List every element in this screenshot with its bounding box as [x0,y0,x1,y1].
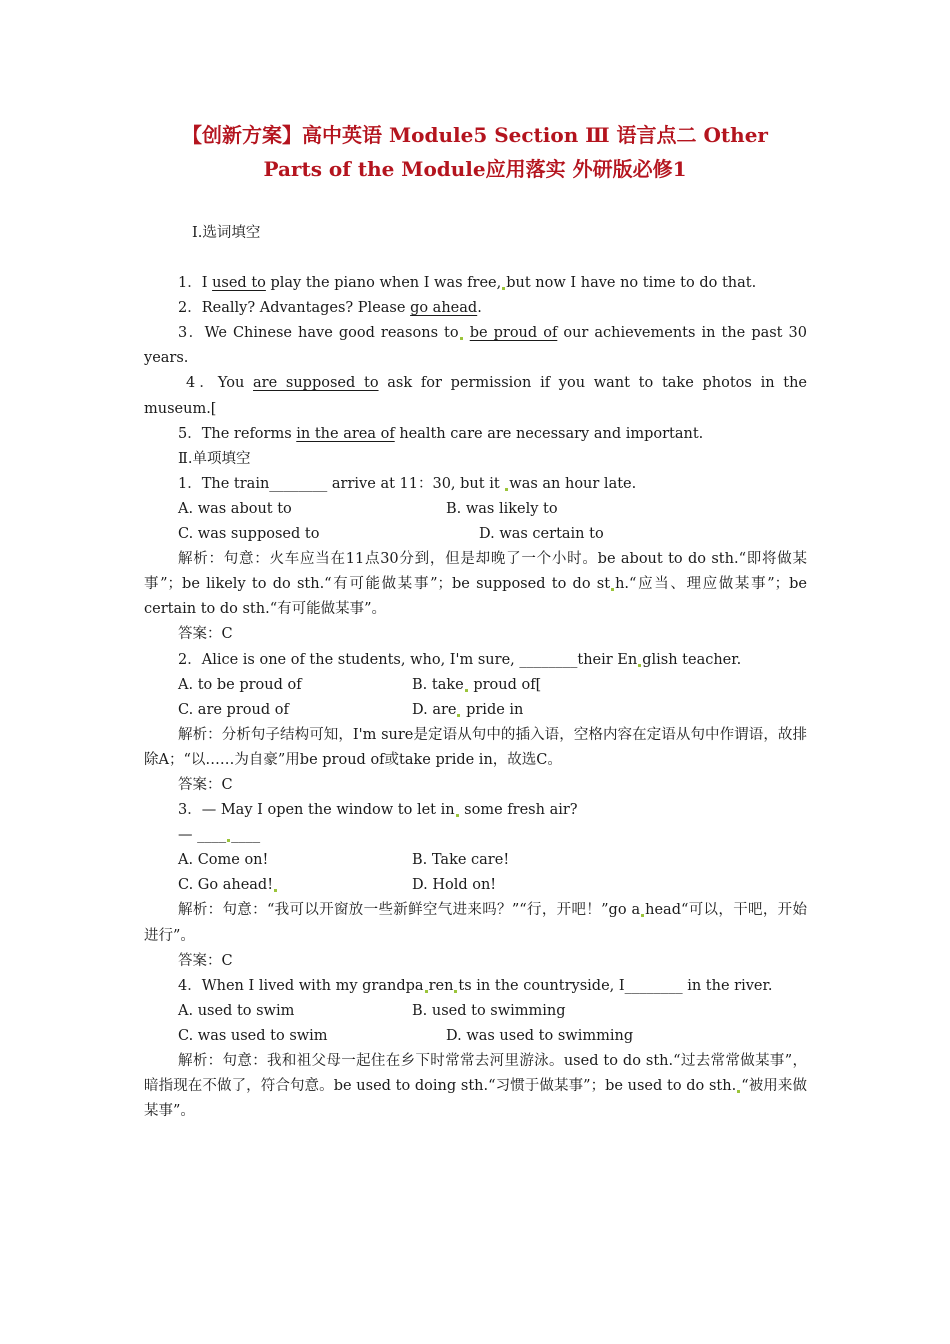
option-b: B. used to swimming [412,1002,566,1019]
question-3-options-cd [144,873,807,898]
question-1-analysis: 解析：句意：火车应当在11点30分到，但是却晚了一个小时。be about to do sth.“即将做某事”；be likely to do sth.“有可能做某事”；be supposed to do st h.“应当、理应做某事”；be certain to do sth.“有可能做某事”。 [144,551,807,618]
question-3-stem: 3．— May I open the window to let in some fresh air? [178,802,578,819]
question-2-answer: 答案：C [178,776,233,793]
option-a: A. Come on! [178,852,269,869]
option-a: A. used to swim [178,1002,295,1019]
question-4-options-ab [144,999,807,1024]
fill-answer-1: used to [212,275,266,292]
question-1-options-cd [144,522,807,547]
question-4-stem: 4．When I lived with my grandpa ren ts in the countryside, I________ in the river. [178,977,773,994]
option-d: D. was certain to [479,526,604,543]
fill-answer-5: in the area of [296,425,395,442]
section-2-heading: Ⅱ.单项填空 [178,450,251,467]
green-dot-mark [737,1090,740,1093]
option-b: B. take proud of[ [412,676,542,693]
question-2-options-ab [144,673,807,698]
green-dot-mark [274,889,277,892]
document-body [144,221,807,1124]
question-2-options-cd [144,698,807,723]
question-2-stem: 2．Alice is one of the students, who, I'm sure, ________their En glish teacher. [178,651,742,668]
fill-answer-3: be proud of [469,325,558,342]
option-c: C. are proud of [178,701,289,718]
green-dot-mark [227,839,230,842]
option-a: A. to be proud of [178,676,302,693]
title-line-1: 【创新方案】高中英语 Module5 Section Ⅲ 语言点二 Other [182,123,768,147]
fill-answer-4: are supposed to [253,375,379,392]
question-3-options-ab [144,848,807,873]
option-d: D. was used to swimming [446,1027,634,1044]
option-b: B. was likely to [446,500,558,517]
title-line-2: Parts of the Module应用落实 外研版必修1 [263,157,687,181]
fill-item-4: 4．You are supposed to ask for permission if you want to take photos in the museum.[ [144,375,807,417]
green-dot-mark [460,337,463,340]
question-1-options-ab [144,497,807,522]
fill-item-5: 5．The reforms in the area of health care are necessary and important. [178,425,704,442]
option-d: D. are pride in [412,701,524,718]
green-dot-mark [502,287,505,290]
green-dot-mark [611,588,614,591]
green-dot-mark [425,990,428,993]
green-dot-mark [454,990,457,993]
question-3-analysis: 解析：句意：“我可以开窗放一些新鲜空气进来吗？”“行，开吧！”go a head“可以，干吧，开始进行”。 [144,902,807,944]
question-2-analysis: 解析：分析句子结构可知，I'm sure是定语从句中的插入语，空格内容在定语从句中作谓语，故排除A；“以……为自豪”用be proud of或take pride in，故选C。 [144,726,807,768]
question-3-reply: — ____ ____ [178,827,261,844]
green-dot-mark [456,814,459,817]
question-1-stem: 1．The train________ arrive at 11：30, but it was an hour late. [178,475,637,492]
question-1-answer: 答案：C [178,626,233,643]
option-c: C. was supposed to [178,526,320,543]
fill-item-1: 1．I used to play the piano when I was free, but now I have no time to do that. [178,275,757,292]
green-dot-mark [638,664,641,667]
option-b: B. Take care! [412,852,510,869]
fill-item-3: 3．We Chinese have good reasons to be proud of our achievements in the past 30 years. [144,325,808,367]
question-4-options-cd [144,1024,807,1049]
question-3-answer: 答案：C [178,952,233,969]
question-4-analysis: 解析：句意：我和祖父母一起住在乡下时常常去河里游泳。used to do sth.“过去常常做某事”，暗指现在不做了，符合句意。be used to doing sth.“习惯于做某事”；be used to do sth. “被用来做某事”。 [144,1053,807,1120]
fill-item-2: 2．Really? Advantages? Please go ahead. [178,300,482,317]
option-a: A. was about to [178,500,292,517]
document-title [120,118,830,186]
fill-answer-2: go ahead [410,300,478,317]
option-c: C. Go ahead! [178,873,412,898]
green-dot-mark [641,914,644,917]
option-d: D. Hold on! [412,877,497,894]
green-dot-mark [465,689,468,692]
green-dot-mark [505,488,508,491]
section-1-heading: Ⅰ.选词填空 [192,225,261,241]
option-c: C. was used to swim [178,1027,328,1044]
